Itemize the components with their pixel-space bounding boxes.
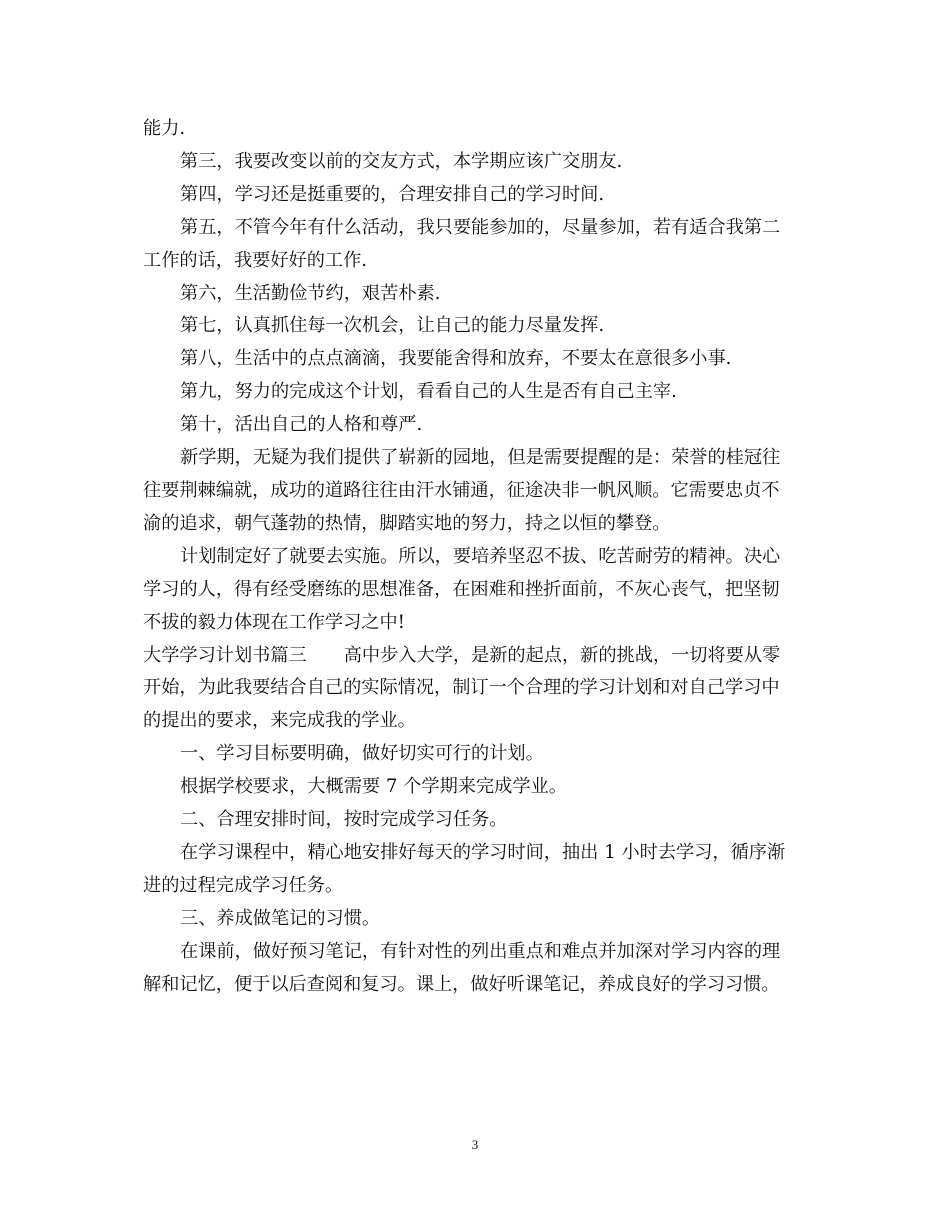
text-line: 渝的追求，朝气蓬勃的热情，脚踏实地的努力，持之以恒的攀登。 [143, 512, 671, 534]
text-line: 第三，我要改变以前的交友方式，本学期应该广交朋友. [180, 150, 623, 172]
text-line: 二、合理安排时间，按时完成学习任务。 [180, 809, 508, 831]
text-line: 工作的话，我要好好的工作. [143, 249, 368, 271]
document-body [143, 113, 807, 1001]
text-line: 根据学校要求，大概需要 7 个学期来完成学业。 [180, 776, 567, 798]
text-line: 开始，为此我要结合自己的实际情况，制订一个合理的学习计划和对自己学习中 [143, 677, 780, 699]
text-line: 第七，认真抓住每一次机会，让自己的能力尽量发挥. [180, 315, 605, 337]
text-line: 第四，学习还是挺重要的，合理安排自己的学习时间. [180, 183, 605, 205]
text-line: 往要荆棘编就，成功的道路往往由汗水铺通，征途决非一帆风顺。它需要忠贞不 [143, 479, 780, 501]
text-line: 新学期，无疑为我们提供了崭新的园地，但是需要提醒的是：荣誉的桂冠往 [180, 447, 781, 469]
text-line: 进的过程完成学习任务。 [143, 874, 344, 896]
text-line: 第五，不管今年有什么活动，我只要能参加的，尽量参加，若有适合我第二 [180, 216, 781, 238]
text-line: 第八，生活中的点点滴滴，我要能舍得和放弃，不要太在意很多小事. [180, 348, 732, 370]
page-number: 3 [471, 1137, 479, 1152]
text-line: 不拔的毅力体现在工作学习之中! [143, 611, 405, 633]
text-line: 的提出的要求，来完成我的学业。 [143, 710, 416, 732]
text-line: 第十，活出自己的人格和尊严. [180, 414, 423, 436]
text-line: 一、学习目标要明确，做好切实可行的计划。 [180, 743, 544, 765]
text-line: 第九，努力的完成这个计划，看看自己的人生是否有自己主宰. [180, 381, 677, 403]
text-line: 学习的人，得有经受磨练的思想准备，在困难和挫折面前，不灰心丧气，把坚韧 [143, 578, 780, 600]
text-line: 计划制定好了就要去实施。所以，要培养坚忍不拔、吃苦耐劳的精神。决心 [180, 545, 781, 567]
section-intro: 高中步入大学，是新的起点，新的挑战，一切将要从零 [343, 644, 781, 666]
section-heading: 大学学习计划书篇三 [143, 644, 307, 666]
text-line: 三、养成做笔记的习惯。 [180, 907, 381, 929]
text-line: 解和记忆，便于以后查阅和复习。课上，做好听课笔记，养成良好的学习习惯。 [143, 973, 780, 995]
text-line: 在课前，做好预习笔记，有针对性的列出重点和难点并加深对学习内容的理 [180, 940, 781, 962]
text-line: 能力. [143, 118, 186, 139]
section-heading-line [143, 640, 807, 673]
text-line: 在学习课程中，精心地安排好每天的学习时间，抽出 1 小时去学习，循序渐 [180, 841, 786, 863]
text-line: 第六，生活勤俭节约，艰苦朴素. [180, 282, 441, 304]
